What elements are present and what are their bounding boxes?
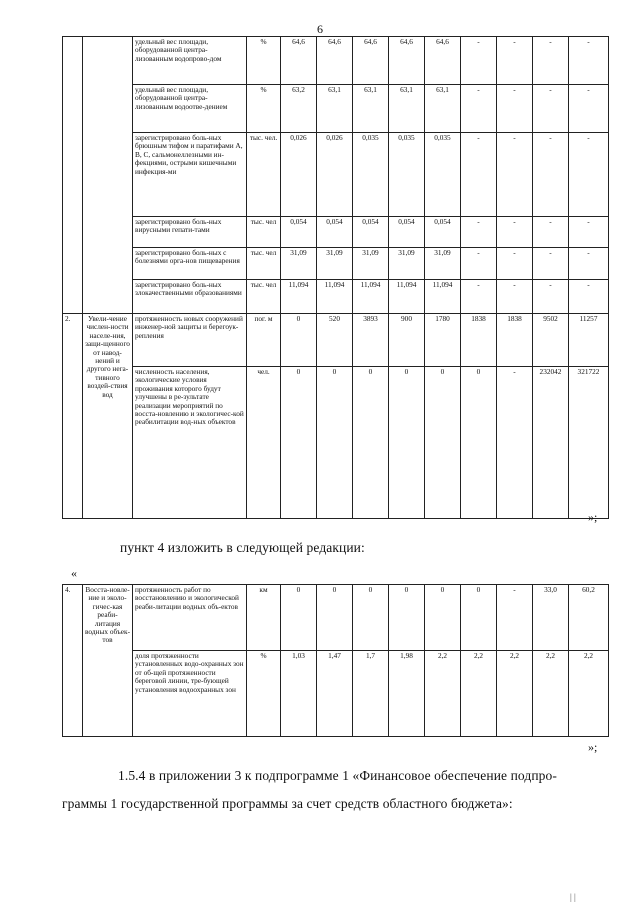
value-cell: - bbox=[569, 248, 609, 280]
paragraph-1-5-4-line1: 1.5.4 в приложении 3 к подпрограмме 1 «Финансовое обеспечение подпро- bbox=[118, 768, 557, 783]
indicator-cell: зарегистрировано боль-ных злокачественными образованиями bbox=[133, 280, 247, 314]
value-cell: - bbox=[497, 85, 533, 133]
value-cell: 232042 bbox=[533, 367, 569, 519]
value-cell: 321722 bbox=[569, 367, 609, 519]
value-cell: 0 bbox=[389, 367, 425, 519]
value-cell: - bbox=[497, 37, 533, 85]
unit-cell: тыс. чел bbox=[247, 280, 281, 314]
value-cell: 1780 bbox=[425, 314, 461, 367]
value-cell: 11,094 bbox=[425, 280, 461, 314]
index-cell bbox=[63, 37, 83, 314]
table-row bbox=[63, 314, 609, 367]
value-cell: - bbox=[569, 133, 609, 217]
table-row bbox=[63, 651, 609, 737]
value-cell: - bbox=[461, 37, 497, 85]
value-cell: 0 bbox=[461, 585, 497, 651]
value-cell: 0 bbox=[281, 585, 317, 651]
table-row bbox=[63, 133, 609, 217]
value-cell: 64,6 bbox=[281, 37, 317, 85]
value-cell: 31,09 bbox=[389, 248, 425, 280]
index-cell: 2. bbox=[63, 314, 83, 519]
value-cell: 0,054 bbox=[389, 217, 425, 248]
value-cell: - bbox=[461, 85, 497, 133]
quote-opener: « bbox=[71, 566, 77, 580]
indicator-cell: удельный вес площади, оборудованной центра-лизованным водопрово-дом bbox=[133, 37, 247, 85]
value-cell: 60,2 bbox=[569, 585, 609, 651]
indicator-cell: зарегистрировано боль-ных брюшным тифом и паратифами А, В, С, сальмонеллезными ин-фекциями, острыми кишечными инфекция-ми bbox=[133, 133, 247, 217]
page-number: 6 bbox=[317, 22, 323, 36]
unit-cell: % bbox=[247, 85, 281, 133]
value-cell: 9502 bbox=[533, 314, 569, 367]
indicator-cell: зарегистрировано боль-ных вирусными гепати-тами bbox=[133, 217, 247, 248]
value-cell: 1838 bbox=[461, 314, 497, 367]
value-cell: 63,2 bbox=[281, 85, 317, 133]
value-cell: 0 bbox=[389, 585, 425, 651]
table-row bbox=[63, 217, 609, 248]
value-cell: - bbox=[569, 217, 609, 248]
paragraph-1-5-4-line2: граммы 1 государственной программы за счет средств областного бюджета»: bbox=[62, 796, 513, 811]
quote-closer: »; bbox=[588, 740, 598, 754]
value-cell: - bbox=[461, 280, 497, 314]
value-cell: 2,2 bbox=[533, 651, 569, 737]
value-cell: 31,09 bbox=[353, 248, 389, 280]
value-cell: 2,2 bbox=[497, 651, 533, 737]
value-cell: - bbox=[461, 217, 497, 248]
unit-cell: пог. м bbox=[247, 314, 281, 367]
value-cell: - bbox=[533, 248, 569, 280]
value-cell: 2,2 bbox=[461, 651, 497, 737]
quote-closer: »; bbox=[588, 510, 598, 524]
goal-cell: Увели-чение числен-ности населе-ния, защи-щенного от навод-нений и другого нега-тивного воздей-ствия вод bbox=[83, 314, 133, 519]
indicator-cell: протяженность новых сооружений инженер-ной защиты и берегоук-репления bbox=[133, 314, 247, 367]
value-cell: 1,98 bbox=[389, 651, 425, 737]
value-cell: 3893 bbox=[353, 314, 389, 367]
value-cell: - bbox=[533, 217, 569, 248]
value-cell: - bbox=[461, 133, 497, 217]
value-cell: 64,6 bbox=[425, 37, 461, 85]
value-cell: - bbox=[533, 85, 569, 133]
table-row bbox=[63, 37, 609, 85]
value-cell: 0,035 bbox=[353, 133, 389, 217]
value-cell: 900 bbox=[389, 314, 425, 367]
value-cell: 0,054 bbox=[317, 217, 353, 248]
indicator-cell: протяженность работ по восстановлению и экологической реаби-литации водных объ-ектов bbox=[133, 585, 247, 651]
table-row bbox=[63, 248, 609, 280]
value-cell: 2,2 bbox=[425, 651, 461, 737]
value-cell: - bbox=[569, 37, 609, 85]
table-row bbox=[63, 280, 609, 314]
indicator-cell: численность населения, экологические условия проживания которого будут улучшены в ре-зультате реализации мероприятий по восста-новлению и экологичес-кой реабилитации вод-ных объектов bbox=[133, 367, 247, 519]
value-cell: 520 bbox=[317, 314, 353, 367]
unit-cell: % bbox=[247, 37, 281, 85]
value-cell: 0 bbox=[317, 367, 353, 519]
value-cell: 11,094 bbox=[389, 280, 425, 314]
value-cell: - bbox=[497, 280, 533, 314]
value-cell: 0,035 bbox=[389, 133, 425, 217]
value-cell: 0 bbox=[425, 585, 461, 651]
value-cell: 11,094 bbox=[281, 280, 317, 314]
value-cell: 31,09 bbox=[317, 248, 353, 280]
value-cell: 0,026 bbox=[317, 133, 353, 217]
value-cell: 1,7 bbox=[353, 651, 389, 737]
value-cell: 1,47 bbox=[317, 651, 353, 737]
value-cell: 11257 bbox=[569, 314, 609, 367]
value-cell: - bbox=[533, 133, 569, 217]
value-cell: - bbox=[569, 280, 609, 314]
value-cell: 11,094 bbox=[353, 280, 389, 314]
value-cell: 63,1 bbox=[425, 85, 461, 133]
unit-cell: % bbox=[247, 651, 281, 737]
value-cell: 0 bbox=[353, 367, 389, 519]
value-cell: 33,0 bbox=[533, 585, 569, 651]
value-cell: 64,6 bbox=[317, 37, 353, 85]
value-cell: 63,1 bbox=[317, 85, 353, 133]
value-cell: - bbox=[497, 248, 533, 280]
unit-cell: тыс. чел bbox=[247, 217, 281, 248]
indicator-cell: удельный вес площади, оборудованной центра-лизованным водоотве-дением bbox=[133, 85, 247, 133]
value-cell: - bbox=[461, 248, 497, 280]
value-cell: - bbox=[569, 85, 609, 133]
value-cell: 31,09 bbox=[425, 248, 461, 280]
goal-cell bbox=[83, 37, 133, 314]
index-cell: 4. bbox=[63, 585, 83, 737]
value-cell: 1838 bbox=[497, 314, 533, 367]
unit-cell: чел. bbox=[247, 367, 281, 519]
value-cell: 0 bbox=[353, 585, 389, 651]
value-cell: 2,2 bbox=[569, 651, 609, 737]
unit-cell: тыс. чел bbox=[247, 248, 281, 280]
value-cell: 0 bbox=[281, 314, 317, 367]
goal-cell: Восста-новле-ние и эколо-гичес-кая реаби-литация водных объек-тов bbox=[83, 585, 133, 737]
value-cell: 64,6 bbox=[353, 37, 389, 85]
value-cell: 0 bbox=[461, 367, 497, 519]
unit-cell: км bbox=[247, 585, 281, 651]
value-cell: 31,09 bbox=[281, 248, 317, 280]
value-cell: 64,6 bbox=[389, 37, 425, 85]
value-cell: 0 bbox=[281, 367, 317, 519]
indicator-cell: зарегистрировано боль-ных с болезнями орга-нов пищеварения bbox=[133, 248, 247, 280]
value-cell: 0,054 bbox=[281, 217, 317, 248]
value-cell: 0,054 bbox=[353, 217, 389, 248]
value-cell: 63,1 bbox=[389, 85, 425, 133]
value-cell: 0 bbox=[425, 367, 461, 519]
value-cell: - bbox=[533, 37, 569, 85]
indicator-cell: доля протяженности установленных водо-охранных зон от об-щей протяженности береговой линии, тре-бующей установления водоохранных зон bbox=[133, 651, 247, 737]
value-cell: 11,094 bbox=[317, 280, 353, 314]
value-cell: 1,03 bbox=[281, 651, 317, 737]
indicators-table-continued bbox=[62, 36, 609, 519]
paragraph-item4-intro: пункт 4 изложить в следующей редакции: bbox=[120, 540, 365, 555]
value-cell: 0,054 bbox=[425, 217, 461, 248]
unit-cell: тыс. чел. bbox=[247, 133, 281, 217]
value-cell: 0 bbox=[317, 585, 353, 651]
table-row bbox=[63, 585, 609, 651]
table-row bbox=[63, 85, 609, 133]
value-cell: 0,026 bbox=[281, 133, 317, 217]
value-cell: 63,1 bbox=[353, 85, 389, 133]
value-cell: 0,035 bbox=[425, 133, 461, 217]
value-cell: - bbox=[497, 217, 533, 248]
value-cell: - bbox=[497, 367, 533, 519]
value-cell: - bbox=[533, 280, 569, 314]
indicators-table-item4 bbox=[62, 584, 609, 737]
footer-mark: | | bbox=[570, 892, 576, 902]
value-cell: - bbox=[497, 133, 533, 217]
value-cell: - bbox=[497, 585, 533, 651]
table-row bbox=[63, 367, 609, 519]
